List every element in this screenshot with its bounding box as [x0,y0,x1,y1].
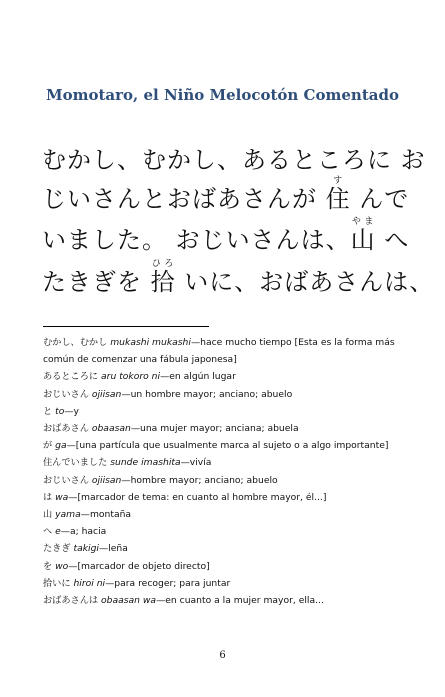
note-item: 拾いに hiroi ni—para recoger; para juntar [43,577,231,589]
note-item: おばあさんは obaasan wa—en cuanto a la mujer mayor, ella... [43,595,324,607]
note-item: が ga—[una partícula que usualmente marca al sujeto o a algo importante] [43,440,389,452]
footnote-divider [43,326,209,327]
note-item: を wo—[marcador de objeto directo] [43,560,210,572]
note-item: へ e—a; hacia [43,526,107,538]
note-item: あるところに aru tokoro ni—en algún lugar [43,371,236,383]
story-line-2: じいさんとおばあさんが 住す んで [42,176,410,213]
vocabulary-notes [43,334,403,609]
note-item: おじいさん ojiisan—hombre mayor; anciano; abuelo [43,474,278,486]
note-item: と to—y [43,405,79,417]
note-item: おじいさん ojiisan—un hombre mayor; anciano; abuelo [43,388,293,400]
note-item: 住んでいました sunde imashita—vivía [43,457,212,469]
page-title: Momotaro, el Niño Melocotón Comentado [46,86,399,104]
note-item: は wa—[marcador de tema: en cuanto al hombre mayor, él...] [43,491,327,503]
note-item: たきぎ takigi—leña [43,543,128,555]
story-line-1: むかし、むかし、あるところに お [42,146,426,174]
story-line-4: たきぎを 拾ひろ いに、おばあさんは、 [42,259,435,296]
furigana-yama: 山やま [350,217,376,254]
note-item: 山 yama—montaña [43,509,132,521]
furigana-hiro: 拾ひろ [150,259,176,296]
page-number: 6 [219,650,226,661]
note-item: むかし、むかし mukashi mukashi—hace mucho tiempo [Esta es la forma más común de comenzar una fábula japonesa] [43,337,395,366]
note-item: おばあさん obaasan—una mujer mayor; anciana; abuela [43,423,299,435]
furigana-su: 住す [325,176,351,213]
story-line-3: いました。 おじいさんは、山やま へ [42,217,410,254]
